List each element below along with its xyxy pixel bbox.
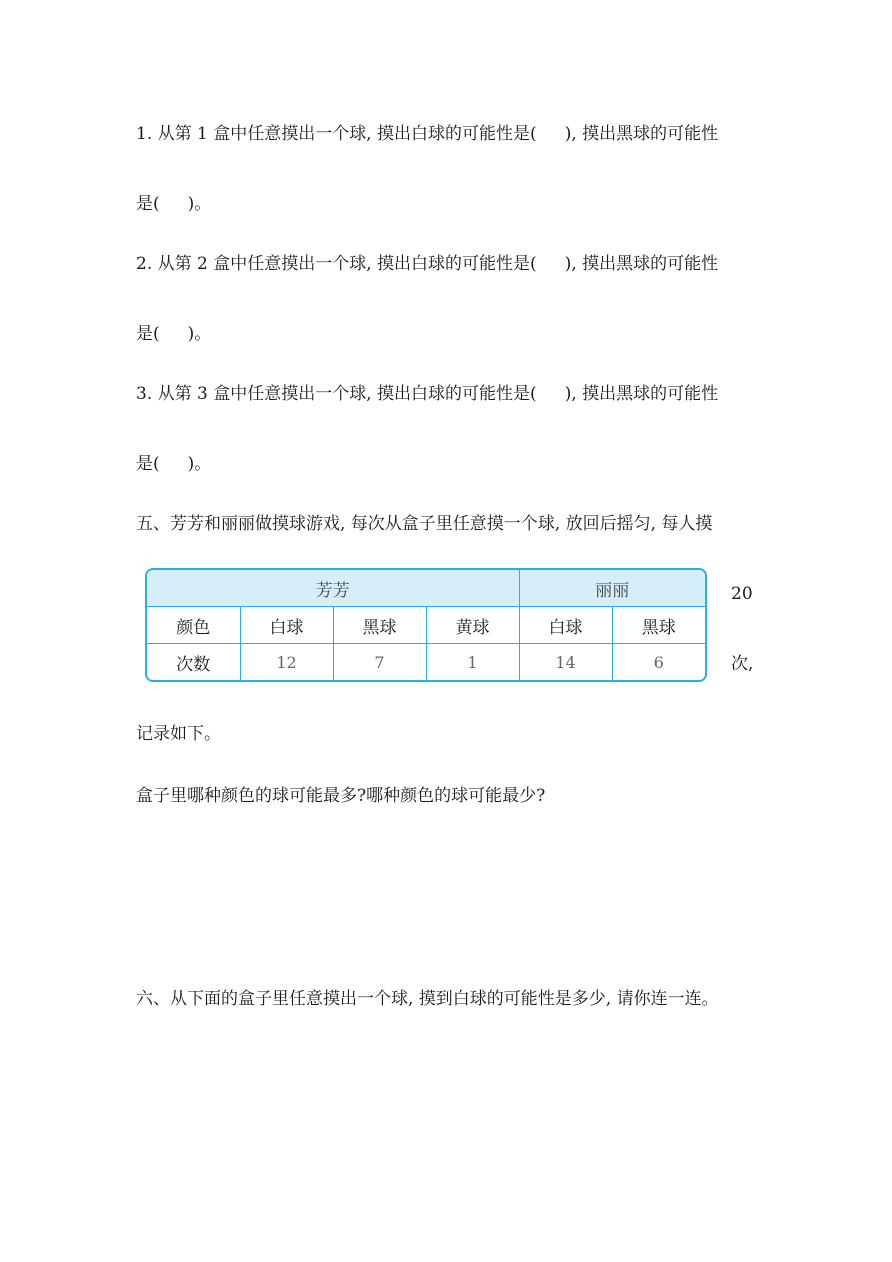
table-header-row [147,570,705,607]
q2-line1 [136,252,718,276]
q2-line2-prefix: 是( [136,324,160,344]
cell-count: 12 [240,644,333,680]
row-label-count: 次数 [147,644,240,680]
record-table-grid [147,570,705,680]
q2-line2 [136,322,211,346]
q1-line1 [136,122,718,146]
q2-line2-suffix: )。 [187,324,212,344]
cell-color: 黑球 [333,607,426,644]
section5-after-table: 记录如下。 [136,724,221,744]
cell-color: 黑球 [612,607,705,644]
side-text-20: 20 [731,584,753,604]
q3-line1-suffix: ), 摸出黑球的可能性 [564,384,719,404]
section5-intro: 五、芳芳和丽丽做摸球游戏, 每次从盒子里任意摸一个球, 放回后摇匀, 每人摸 [136,514,713,534]
q3-line2 [136,452,211,476]
cell-color: 黄球 [426,607,519,644]
q3-line2-prefix: 是( [136,454,160,474]
cell-color: 白球 [519,607,612,644]
cell-count: 6 [612,644,705,680]
cell-count: 1 [426,644,519,680]
table-row-color [147,607,705,644]
record-table [145,568,707,682]
q3-line2-suffix: )。 [187,454,212,474]
header-lili: 丽丽 [519,570,705,607]
side-text-times: 次, [731,654,754,674]
q1-line1-prefix: 1. 从第 1 盒中任意摸出一个球, 摸出白球的可能性是( [136,124,537,144]
cell-count: 14 [519,644,612,680]
section6-intro: 六、从下面的盒子里任意摸出一个球, 摸到白球的可能性是多少, 请你连一连。 [136,989,719,1009]
header-fangfang: 芳芳 [147,570,519,607]
cell-color: 白球 [240,607,333,644]
q3-line1-prefix: 3. 从第 3 盒中任意摸出一个球, 摸出白球的可能性是( [136,384,537,404]
q3-line1 [136,382,718,406]
q1-line1-suffix: ), 摸出黑球的可能性 [564,124,719,144]
q2-line1-suffix: ), 摸出黑球的可能性 [564,254,719,274]
table-row-count [147,644,705,680]
q2-line1-prefix: 2. 从第 2 盒中任意摸出一个球, 摸出白球的可能性是( [136,254,537,274]
row-label-color: 颜色 [147,607,240,644]
q1-line2-prefix: 是( [136,194,160,214]
cell-count: 7 [333,644,426,680]
q1-line2 [136,192,211,216]
q1-line2-suffix: )。 [187,194,212,214]
section5-question: 盒子里哪种颜色的球可能最多?哪种颜色的球可能最少? [136,786,546,806]
